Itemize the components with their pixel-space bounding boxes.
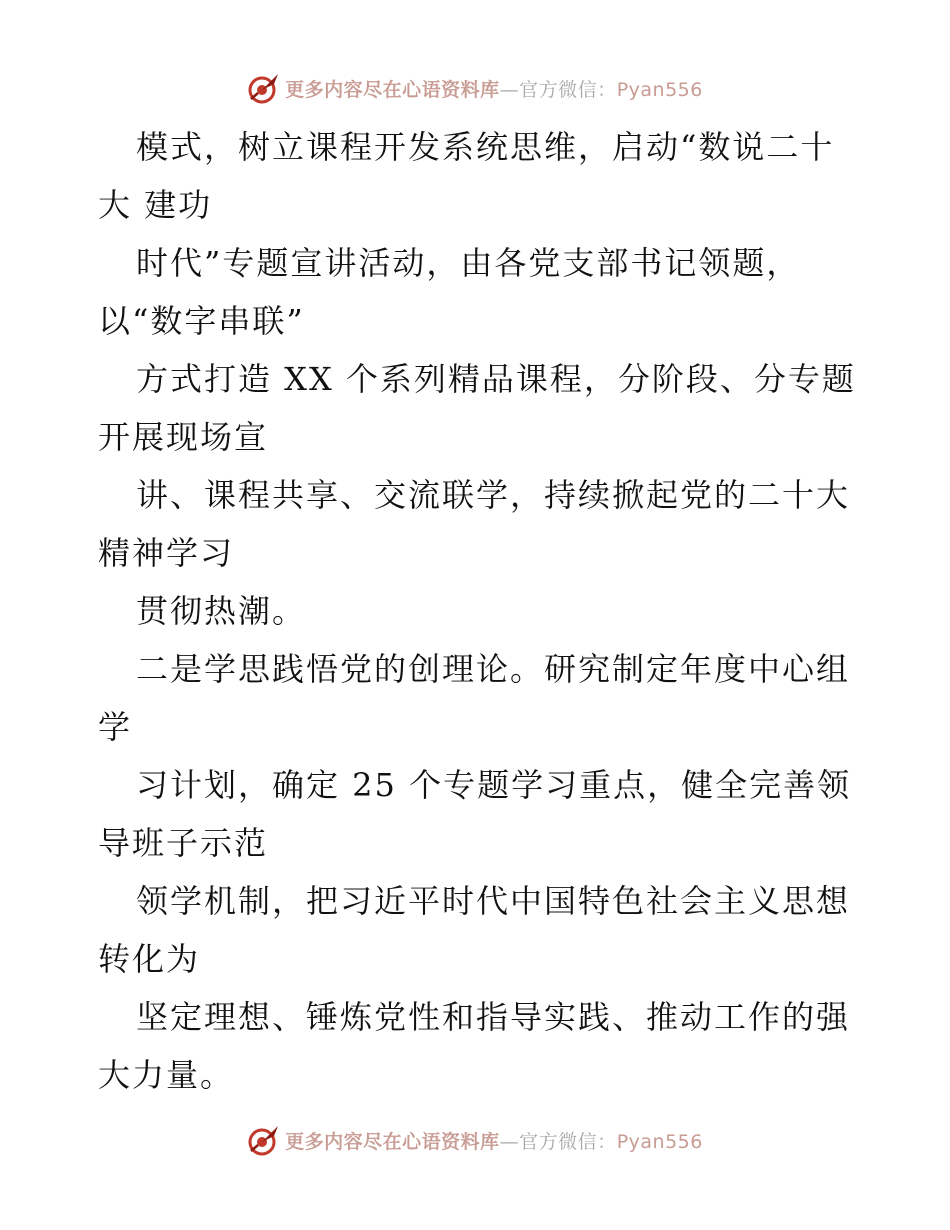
text-line: 大力量。 (98, 1056, 235, 1094)
text-line: 方式打造 XX 个系列精品课程，分阶段、分专题 (136, 360, 856, 398)
text-line: 学 (98, 708, 133, 746)
footer-banner-id: Pyan556 (616, 1130, 703, 1153)
footer-banner-separator: — (499, 1130, 520, 1153)
text-line: 开展现场宣 (98, 418, 269, 456)
text-line: 习计划，确定 25 个专题学习重点，健全完善领 (136, 766, 852, 804)
text-line: 精神学习 (98, 534, 235, 572)
text-line: 贯彻热潮。 (136, 592, 307, 630)
header-banner-separator: — (499, 78, 520, 101)
text-line: 模式，树立课程开发系统思维，启动“数说二十 (136, 128, 835, 166)
footer-banner-text (285, 1127, 703, 1154)
header-banner-id: Pyan556 (616, 78, 703, 101)
text-line: 转化为 (98, 940, 201, 978)
header-banner-prefix: 更多内容尽在心语资料库 (285, 78, 500, 101)
text-line: 以“数字串联” (98, 302, 305, 340)
header-watermark-banner (0, 68, 950, 108)
text-line: 坚定理想、锤炼党性和指导实践、推动工作的强 (136, 998, 851, 1036)
footer-banner-middle: 官方微信： (519, 1130, 617, 1153)
footer-watermark-banner (0, 1120, 950, 1160)
quill-pen-logo-icon (247, 1123, 281, 1157)
document-body (98, 118, 858, 1104)
text-line: 时代”专题宣讲活动，由各党支部书记领题， (136, 244, 801, 282)
header-banner-text (285, 75, 703, 102)
text-line: 大 建功 (98, 186, 213, 224)
header-banner-middle: 官方微信： (519, 78, 617, 101)
text-line: 领学机制，把习近平时代中国特色社会主义思想 (136, 882, 851, 920)
text-line: 导班子示范 (98, 824, 269, 862)
footer-banner-prefix: 更多内容尽在心语资料库 (285, 1130, 500, 1153)
text-line: 二是学思践悟党的创理论。研究制定年度中心组 (136, 650, 851, 688)
text-line: 讲、课程共享、交流联学，持续掀起党的二十大 (136, 476, 851, 514)
quill-pen-logo-icon (247, 71, 281, 105)
